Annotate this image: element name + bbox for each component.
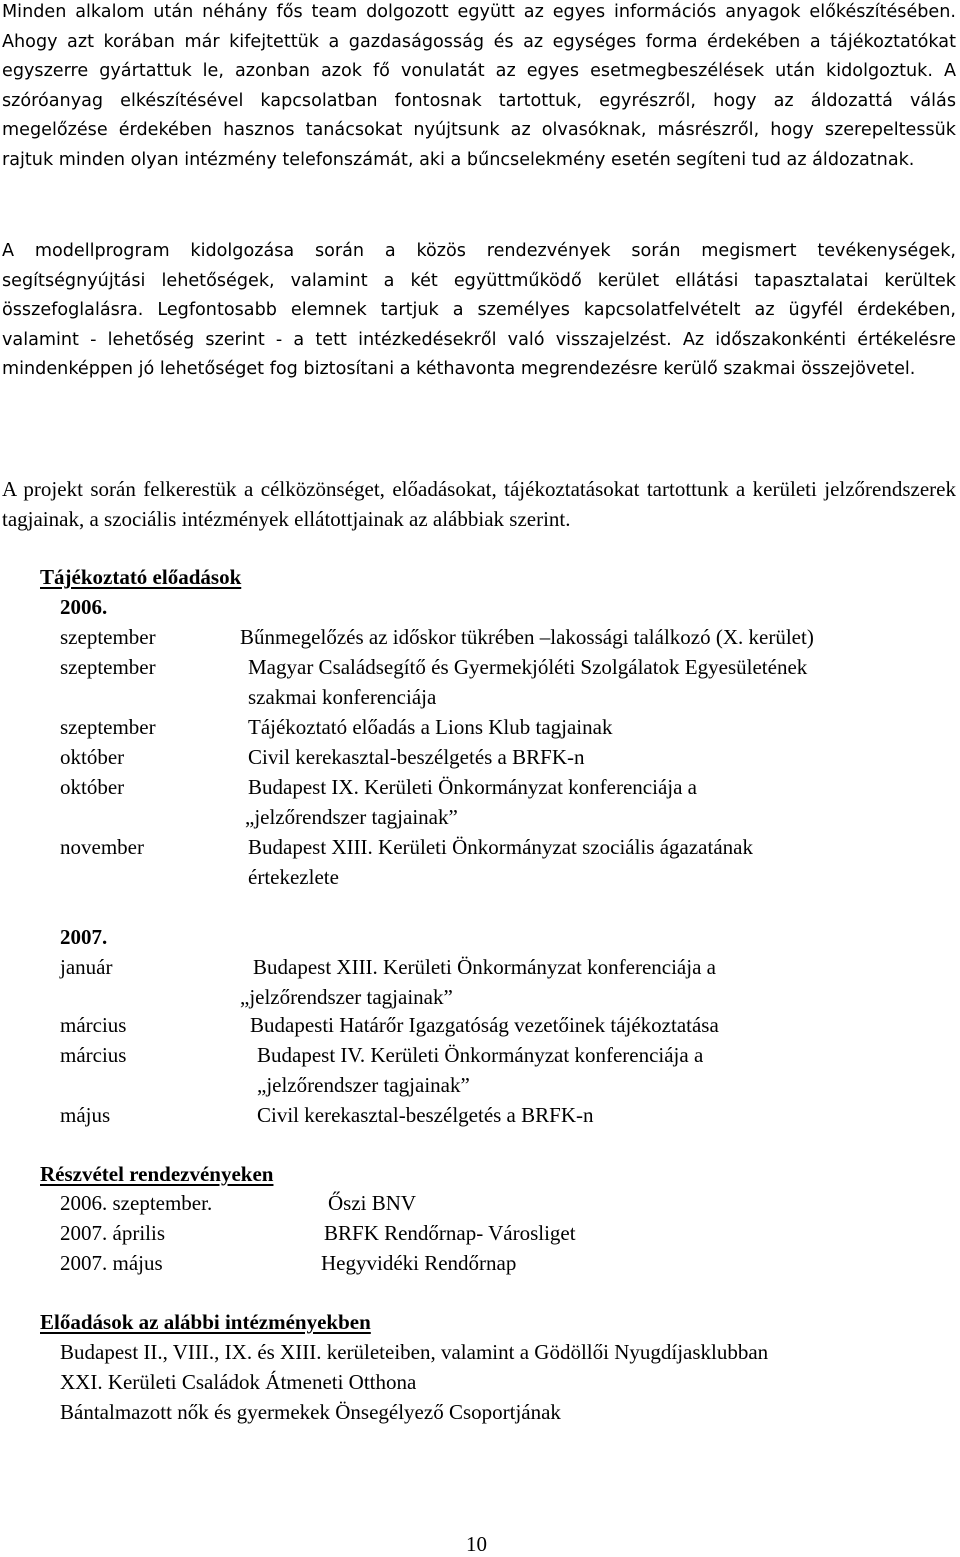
section-heading-lectures: Tájékoztató előadások	[40, 565, 242, 589]
lecture-title: Civil kerekasztal-beszélgetés a BRFK-n	[257, 1103, 594, 1127]
paragraph-project-outreach	[2, 475, 956, 534]
para1-emphasis: információs anyagok	[614, 2, 801, 22]
event-date: 2007. május	[60, 1251, 163, 1275]
institution-item: XXI. Kerületi Családok Átmeneti Otthona	[60, 1370, 417, 1394]
institution-item: Budapest II., VIII., IX. és XIII. kerületeiben, valamint a Gödöllői Nyugdíjasklubban	[60, 1340, 769, 1364]
paragraph-model-program	[2, 237, 956, 385]
lecture-month: szeptember	[60, 625, 156, 649]
year-2007: 2007.	[60, 925, 108, 949]
lecture-title-continued: szakmai konferenciája	[248, 685, 437, 709]
para1-text-start: Minden alkalom után néhány fős team dolgozott együtt az egyes	[2, 2, 615, 22]
para1-text-rest: előkészítésében. Ahogy azt korában már kifejtettük a gazdaságosság és az egységes forma érdekében a tájékoztatókat egyszerre gyártattuk le, azonban azok fő vonulatát az egyes esetmegbeszélések után kidolgoztuk. A szóróanyag elkészítésével kapcsolatban fontosnak tartottuk, egyrészről, hogy az áldozattá válás megelőzése érdekében hasznos tanácsokat nyújtsunk az olvasóknak, másrészről, hogy szerepeltessük rajtuk minden olyan intézmény telefonszámát, aki a bűncselekmény esetén segíteni tud az áldozatnak.	[2, 2, 956, 170]
lecture-title: Magyar Családsegítő és Gyermekjóléti Szolgálatok Egyesületének	[248, 655, 808, 679]
para3-text-start: A projekt során	[2, 477, 144, 501]
lecture-title: Budapesti Határőr Igazgatóság vezetőinek tájékoztatása	[250, 1013, 719, 1037]
para3-emphasis: felkerestük a célközönséget, előadásokat, tájékoztatásokat tartottunk	[143, 477, 729, 501]
lecture-title: Tájékoztató előadás a Lions Klub tagjainak	[248, 715, 613, 739]
lecture-title: Civil kerekasztal-beszélgetés a BRFK-n	[248, 745, 585, 769]
paragraph-information-materials	[2, 0, 956, 176]
lecture-month: október	[60, 745, 125, 769]
page-number: 10	[466, 1532, 487, 1556]
institution-item: Bántalmazott nők és gyermekek Önsegélyező Csoportjának	[60, 1400, 561, 1424]
event-date: 2006. szeptember.	[60, 1191, 213, 1215]
lecture-title: Bűnmegelőzés az időskor tükrében –lakossági találkozó (X. kerület)	[240, 625, 814, 649]
para2-text-rest: kidolgozása során a közös rendezvények során megismert tevékenységek, segítségnyújtási lehetőségek, valamint a két együttműködő kerület ellátási tapasztalatai kerültek összefoglalásra. Legfontosabb elemnek tartjuk a személyes kapcsolatfelvételt az ügyfél érdekében, valamint - lehetőség szerint - a tett intézkedésekről való visszajelzést. Az időszakonkénti értékelésre mindenképpen jó lehetőséget fog biztosítani a kéthavonta megrendezésre kerülő szakmai összejövetel.	[2, 241, 957, 380]
lecture-title: Budapest IV. Kerületi Önkormányzat konferenciája a	[257, 1043, 704, 1067]
para3-text-rest: a kerületi jelzőrendszerek tagjainak, a szociális intézmények ellátottjainak az alábbiak szerint.	[2, 477, 956, 531]
section-heading-institutions: Előadások az alábbi intézményekben	[40, 1310, 371, 1334]
section-heading-events: Részvétel rendezvényeken	[40, 1162, 274, 1186]
lecture-month: november	[60, 835, 144, 859]
lecture-month: október	[60, 775, 125, 799]
lecture-month: január	[60, 955, 113, 979]
event-name: Hegyvidéki Rendőrnap	[321, 1251, 517, 1275]
lecture-title: Budapest XIII. Kerületi Önkormányzat konferenciája a	[253, 955, 716, 979]
lecture-title-continued: „jelzőrendszer tagjainak”	[257, 1073, 470, 1097]
event-date: 2007. április	[60, 1221, 165, 1245]
lecture-title: Budapest XIII. Kerületi Önkormányzat szociális ágazatának	[248, 835, 753, 859]
lecture-title-continued: „jelzőrendszer tagjainak”	[245, 805, 458, 829]
year-2006: 2006.	[60, 595, 108, 619]
lecture-title: Budapest IX. Kerületi Önkormányzat konferenciája a	[248, 775, 697, 799]
lecture-month: március	[60, 1043, 127, 1067]
lecture-month: szeptember	[60, 655, 156, 679]
lecture-title-continued: „jelzőrendszer tagjainak”	[240, 985, 453, 1009]
lecture-month: május	[60, 1103, 111, 1127]
lecture-month: szeptember	[60, 715, 156, 739]
event-name: Őszi BNV	[328, 1191, 417, 1215]
lecture-month: március	[60, 1013, 127, 1037]
lecture-title-continued: értekezlete	[248, 865, 339, 889]
para2-emphasis: A modellprogram	[2, 241, 170, 261]
event-name: BRFK Rendőrnap- Városliget	[324, 1221, 576, 1245]
